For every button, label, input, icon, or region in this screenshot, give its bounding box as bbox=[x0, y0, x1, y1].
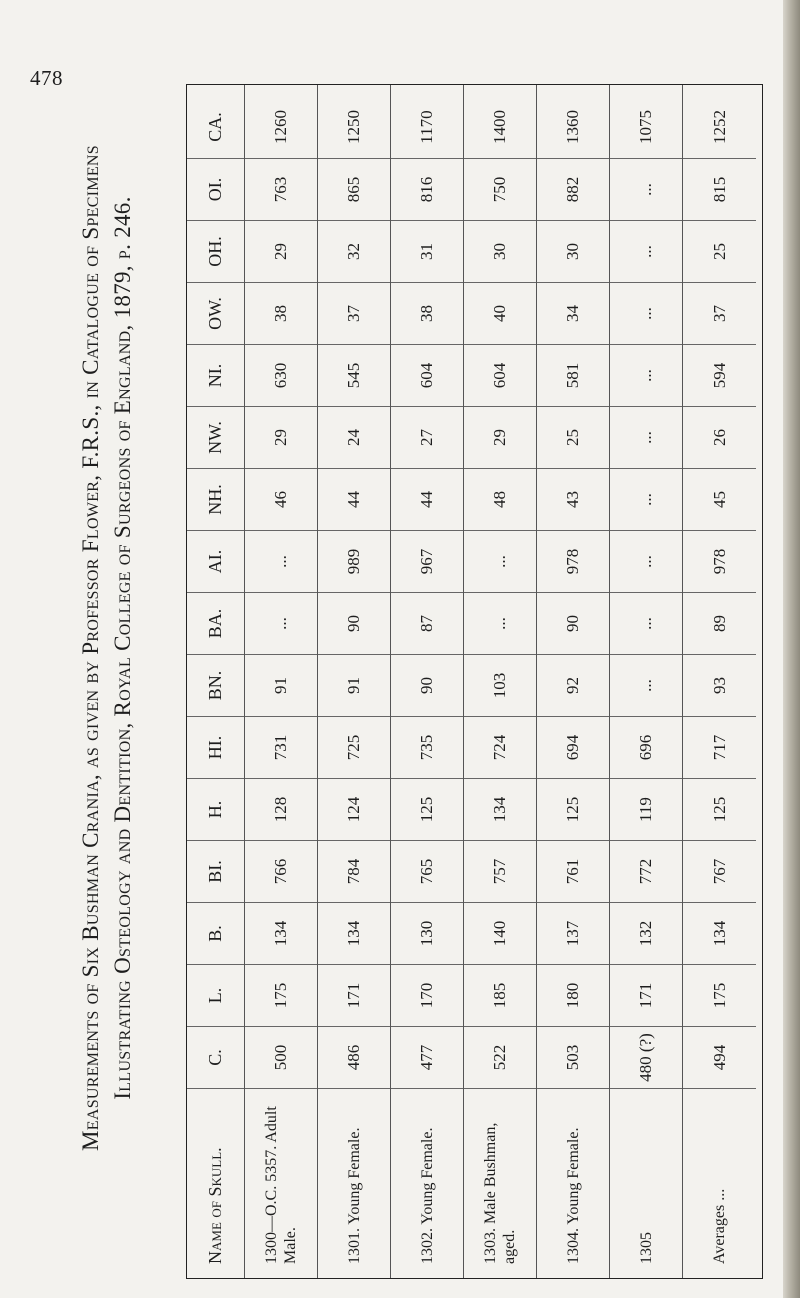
cell-value: 134 bbox=[683, 902, 756, 964]
cell-value: 125 bbox=[537, 778, 609, 840]
cell-value: ... bbox=[464, 530, 536, 592]
cell-value: 32 bbox=[318, 220, 390, 282]
cell-value: 757 bbox=[464, 840, 536, 902]
cell-value: 522 bbox=[464, 1026, 536, 1088]
cell-value: 815 bbox=[683, 158, 756, 220]
cell-value: 180 bbox=[537, 964, 609, 1026]
cell-value: 784 bbox=[318, 840, 390, 902]
header-row bbox=[187, 85, 245, 1278]
header-hi: HI. bbox=[187, 716, 244, 778]
header-c: C. bbox=[187, 1026, 244, 1088]
cell-value: 816 bbox=[391, 158, 463, 220]
cell-value: 140 bbox=[464, 902, 536, 964]
measurements-table-wrapper bbox=[186, 84, 763, 1279]
skull-name: 1305 bbox=[610, 1088, 682, 1278]
cell-value: 581 bbox=[537, 344, 609, 406]
cell-value: 103 bbox=[464, 654, 536, 716]
header-ai: AI. bbox=[187, 530, 244, 592]
cell-value: 125 bbox=[683, 778, 756, 840]
cell-value: 1170 bbox=[417, 110, 436, 144]
cell-value: ... bbox=[610, 468, 682, 530]
cell-value: 1260 bbox=[271, 110, 290, 144]
cell-value: 128 bbox=[245, 778, 317, 840]
cell-value: 978 bbox=[683, 530, 756, 592]
cell-value: 90 bbox=[318, 592, 390, 654]
cell-value: 48 bbox=[464, 468, 536, 530]
cell-value: 89 bbox=[683, 592, 756, 654]
cell-value: 134 bbox=[245, 902, 317, 964]
cell-value: ... bbox=[610, 220, 682, 282]
skull-name: 1301. Young Female. bbox=[318, 1088, 390, 1278]
cell-value: 882 bbox=[537, 158, 609, 220]
cell-value: 44 bbox=[318, 468, 390, 530]
cell-value: 717 bbox=[683, 716, 756, 778]
cell-value: 87 bbox=[391, 592, 463, 654]
skull-name: 1304. Young Female. bbox=[537, 1088, 609, 1278]
cell-value: 185 bbox=[464, 964, 536, 1026]
header-oh: OH. bbox=[187, 220, 244, 282]
cell-value: 1252 bbox=[709, 110, 729, 144]
cell-value: 31 bbox=[391, 220, 463, 282]
cell-value: 1075 bbox=[636, 110, 655, 144]
cell-value: 480 (?) bbox=[610, 1026, 682, 1088]
cell-value: 731 bbox=[245, 716, 317, 778]
cell-value: 1250 bbox=[344, 110, 363, 144]
header-ow: OW. bbox=[187, 282, 244, 344]
cell-value: 37 bbox=[318, 282, 390, 344]
cell-value: 765 bbox=[391, 840, 463, 902]
header-ba: BA. bbox=[187, 592, 244, 654]
cell-value: 766 bbox=[245, 840, 317, 902]
table-row bbox=[245, 85, 318, 1278]
skull-name: 1303. Male Bushman, aged. bbox=[464, 1088, 536, 1278]
cell-value: 130 bbox=[391, 902, 463, 964]
header-ni: NI. bbox=[187, 344, 244, 406]
cell-value: 38 bbox=[391, 282, 463, 344]
cell-value: ... bbox=[245, 592, 317, 654]
cell-value: 90 bbox=[537, 592, 609, 654]
cell-value: 134 bbox=[318, 902, 390, 964]
table-title bbox=[75, 18, 175, 1278]
cell-value: 503 bbox=[537, 1026, 609, 1088]
cell-value: ... bbox=[610, 406, 682, 468]
skull-name: 1300—O.C. 5357. Adult Male. bbox=[245, 1088, 317, 1278]
cell-value: 171 bbox=[318, 964, 390, 1026]
cell-value: 772 bbox=[610, 840, 682, 902]
skull-name: Averages ... bbox=[683, 1088, 756, 1278]
header-oi: OI. bbox=[187, 158, 244, 220]
cell-value: 91 bbox=[318, 654, 390, 716]
title-line-2: Illustrating Osteology and Dentition, Royal College of Surgeons of England, 1879, p. 246. bbox=[110, 196, 135, 1100]
header-nh: NH. bbox=[187, 468, 244, 530]
cell-value: 171 bbox=[610, 964, 682, 1026]
cell-value: 92 bbox=[537, 654, 609, 716]
cell-value: 486 bbox=[318, 1026, 390, 1088]
cell-value: 93 bbox=[683, 654, 756, 716]
cell-value: ... bbox=[464, 592, 536, 654]
header-h: H. bbox=[187, 778, 244, 840]
cell-value: ... bbox=[610, 158, 682, 220]
cell-value: 477 bbox=[391, 1026, 463, 1088]
measurements-table bbox=[186, 84, 763, 1279]
cell-value: 735 bbox=[391, 716, 463, 778]
cell-value: 1400 bbox=[490, 110, 509, 144]
cell-value: 91 bbox=[245, 654, 317, 716]
cell-value: 694 bbox=[537, 716, 609, 778]
title-line-1: Measurements of Six Bushman Crania, as given by Professor Flower, F.R.S., in Catalogue of Specimens bbox=[78, 145, 103, 1151]
cell-value: 30 bbox=[464, 220, 536, 282]
cell-value: ... bbox=[610, 530, 682, 592]
page-number: 478 bbox=[30, 66, 63, 90]
cell-value: 978 bbox=[537, 530, 609, 592]
cell-value: 725 bbox=[318, 716, 390, 778]
cell-value: 967 bbox=[391, 530, 463, 592]
table-row bbox=[537, 85, 610, 1278]
header-l: L. bbox=[187, 964, 244, 1026]
table-row bbox=[610, 85, 683, 1278]
cell-value: 46 bbox=[245, 468, 317, 530]
cell-value: 500 bbox=[245, 1026, 317, 1088]
cell-value: 604 bbox=[464, 344, 536, 406]
cell-value: 989 bbox=[318, 530, 390, 592]
cell-value: 137 bbox=[537, 902, 609, 964]
cell-value: 545 bbox=[318, 344, 390, 406]
cell-value: 119 bbox=[610, 778, 682, 840]
cell-value: 34 bbox=[537, 282, 609, 344]
cell-value: 26 bbox=[683, 406, 756, 468]
header-ca: CA. bbox=[205, 112, 225, 142]
cell-value: 25 bbox=[537, 406, 609, 468]
cell-value: ... bbox=[610, 344, 682, 406]
cell-value: 43 bbox=[537, 468, 609, 530]
header-bn: BN. bbox=[187, 654, 244, 716]
table-row bbox=[318, 85, 391, 1278]
cell-value: 696 bbox=[610, 716, 682, 778]
cell-value: 44 bbox=[391, 468, 463, 530]
table-row bbox=[464, 85, 537, 1278]
cell-value: 38 bbox=[245, 282, 317, 344]
header-b: B. bbox=[187, 902, 244, 964]
cell-value: 170 bbox=[391, 964, 463, 1026]
cell-value: 604 bbox=[391, 344, 463, 406]
cell-value: ... bbox=[610, 282, 682, 344]
cell-value: 125 bbox=[391, 778, 463, 840]
cell-value: 175 bbox=[245, 964, 317, 1026]
skull-name: 1302. Young Female. bbox=[391, 1088, 463, 1278]
header-bi: BI. bbox=[187, 840, 244, 902]
cell-value: 630 bbox=[245, 344, 317, 406]
cell-value: 767 bbox=[683, 840, 756, 902]
header-name: Name of Skull. bbox=[187, 1088, 244, 1278]
cell-value: 37 bbox=[683, 282, 756, 344]
cell-value: 27 bbox=[391, 406, 463, 468]
cell-value: 29 bbox=[245, 406, 317, 468]
cell-value: ... bbox=[610, 592, 682, 654]
cell-value: 724 bbox=[464, 716, 536, 778]
cell-value: 594 bbox=[683, 344, 756, 406]
cell-value: 865 bbox=[318, 158, 390, 220]
cell-value: 24 bbox=[318, 406, 390, 468]
cell-value: 30 bbox=[537, 220, 609, 282]
cell-value: 175 bbox=[683, 964, 756, 1026]
page-edge bbox=[783, 0, 800, 1298]
cell-value: ... bbox=[245, 530, 317, 592]
cell-value: 90 bbox=[391, 654, 463, 716]
cell-value: 763 bbox=[245, 158, 317, 220]
table-row bbox=[683, 85, 756, 1278]
cell-value: 132 bbox=[610, 902, 682, 964]
cell-value: 761 bbox=[537, 840, 609, 902]
cell-value: ... bbox=[610, 654, 682, 716]
cell-value: 29 bbox=[245, 220, 317, 282]
cell-value: 124 bbox=[318, 778, 390, 840]
cell-value: 40 bbox=[464, 282, 536, 344]
cell-value: 494 bbox=[683, 1026, 756, 1088]
cell-value: 134 bbox=[464, 778, 536, 840]
cell-value: 25 bbox=[683, 220, 756, 282]
cell-value: 750 bbox=[464, 158, 536, 220]
header-nw: NW. bbox=[187, 406, 244, 468]
table-row bbox=[391, 85, 464, 1278]
cell-value: 29 bbox=[464, 406, 536, 468]
cell-value: 45 bbox=[683, 468, 756, 530]
cell-value: 1360 bbox=[563, 110, 582, 144]
